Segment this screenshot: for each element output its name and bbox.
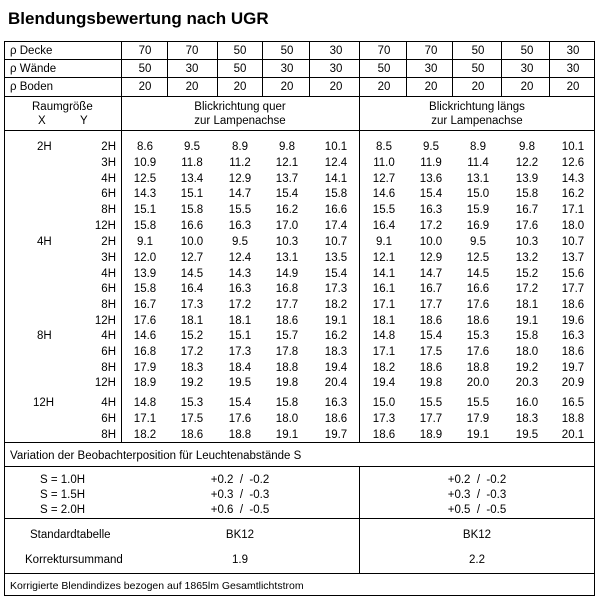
ugr-value-crosswise: 12.4 xyxy=(228,252,252,264)
column-divider xyxy=(359,41,360,96)
ugr-value-lengthwise: 19.5 xyxy=(515,429,539,441)
ugr-value-crosswise: 17.7 xyxy=(275,299,299,311)
ugr-value-crosswise: 14.8 xyxy=(133,397,157,409)
room-y-value: 2H xyxy=(101,236,116,248)
ugr-value-lengthwise: 16.0 xyxy=(515,397,539,409)
standard-table-crosswise: BK12 xyxy=(225,529,255,541)
reflectance-value: 20 xyxy=(233,81,247,93)
ugr-value-crosswise: 12.0 xyxy=(133,252,157,264)
ugr-value-lengthwise: 12.2 xyxy=(515,157,539,169)
ugr-value-crosswise: 18.1 xyxy=(228,315,252,327)
ugr-value-crosswise: 8.6 xyxy=(137,141,153,153)
ugr-value-lengthwise: 13.7 xyxy=(561,252,585,264)
ugr-value-crosswise: 15.8 xyxy=(180,204,204,216)
ugr-value-lengthwise: 11.4 xyxy=(467,157,489,169)
ugr-value-lengthwise: 14.1 xyxy=(372,268,396,280)
ugr-value-crosswise: 12.1 xyxy=(275,157,299,169)
column-divider xyxy=(262,41,263,96)
ugr-value-lengthwise: 13.6 xyxy=(419,173,443,185)
ugr-value-crosswise: 15.4 xyxy=(228,397,252,409)
reflectance-value: 20 xyxy=(138,81,152,93)
ugr-value-crosswise: 17.9 xyxy=(133,362,157,374)
room-size-y-label: Y xyxy=(80,115,88,127)
ugr-value-crosswise: 16.3 xyxy=(228,220,252,232)
ugr-value-crosswise: 19.4 xyxy=(324,362,348,374)
ugr-value-lengthwise: 15.0 xyxy=(466,188,490,200)
reflectance-value: 50 xyxy=(471,45,485,57)
room-y-value: 6H xyxy=(101,413,116,425)
row-divider xyxy=(4,442,595,443)
reflectance-value: 70 xyxy=(377,45,391,57)
ugr-value-crosswise: 14.9 xyxy=(275,268,299,280)
ugr-value-crosswise: 13.7 xyxy=(275,173,299,185)
ugr-value-crosswise: 18.4 xyxy=(228,362,252,374)
ugr-value-lengthwise: 15.5 xyxy=(372,204,396,216)
room-y-value: 3H xyxy=(101,252,116,264)
ugr-value-crosswise: 17.6 xyxy=(228,413,252,425)
ugr-value-lengthwise: 10.1 xyxy=(561,141,585,153)
room-y-value: 6H xyxy=(101,346,116,358)
ugr-value-lengthwise: 14.7 xyxy=(419,268,443,280)
ugr-value-lengthwise: 18.0 xyxy=(561,220,585,232)
ugr-value-crosswise: 14.3 xyxy=(228,268,252,280)
ugr-value-crosswise: 14.3 xyxy=(133,188,157,200)
ugr-value-crosswise: 18.6 xyxy=(324,413,348,425)
variation-crosswise: +0.2 / -0.2 xyxy=(210,474,270,486)
reflectance-value: 20 xyxy=(329,81,343,93)
correction-label: Korrektursummand xyxy=(25,554,123,566)
room-y-value: 12H xyxy=(94,315,116,327)
ugr-value-lengthwise: 10.7 xyxy=(561,236,585,248)
ugr-value-lengthwise: 9.5 xyxy=(470,236,486,248)
reflectance-value: 30 xyxy=(329,63,343,75)
ugr-value-lengthwise: 17.1 xyxy=(561,204,585,216)
ugr-value-crosswise: 15.2 xyxy=(180,330,204,342)
ugr-value-lengthwise: 15.8 xyxy=(515,188,539,200)
ugr-value-crosswise: 16.3 xyxy=(324,397,348,409)
ugr-value-lengthwise: 15.3 xyxy=(466,330,490,342)
ugr-value-lengthwise: 18.1 xyxy=(372,315,396,327)
reflectance-value: 30 xyxy=(566,45,580,57)
ugr-value-crosswise: 10.1 xyxy=(324,141,348,153)
ugr-value-crosswise: 16.6 xyxy=(180,220,204,232)
ugr-value-lengthwise: 18.6 xyxy=(561,346,585,358)
ugr-value-lengthwise: 18.8 xyxy=(561,413,585,425)
ugr-value-crosswise: 14.5 xyxy=(180,268,204,280)
ugr-value-lengthwise: 16.9 xyxy=(466,220,490,232)
reflectance-value: 50 xyxy=(377,63,391,75)
ugr-value-lengthwise: 9.1 xyxy=(376,236,392,248)
variation-lengthwise: +0.2 / -0.2 xyxy=(447,474,507,486)
column-divider xyxy=(501,41,502,96)
ugr-value-crosswise: 15.8 xyxy=(275,397,299,409)
column-divider xyxy=(549,41,550,96)
room-y-value: 4H xyxy=(101,173,116,185)
ugr-value-lengthwise: 19.2 xyxy=(515,362,539,374)
column-divider xyxy=(406,41,407,96)
reflectance-value: 70 xyxy=(138,45,152,57)
ugr-value-lengthwise: 15.9 xyxy=(466,204,490,216)
ugr-value-crosswise: 9.8 xyxy=(279,141,295,153)
ugr-value-crosswise: 17.3 xyxy=(228,346,252,358)
room-y-value: 2H xyxy=(101,141,116,153)
ugr-value-lengthwise: 11.9 xyxy=(420,157,442,169)
ugr-value-lengthwise: 17.6 xyxy=(466,299,490,311)
reflectance-value: 20 xyxy=(424,81,438,93)
ugr-value-lengthwise: 10.3 xyxy=(515,236,539,248)
ugr-value-crosswise: 10.0 xyxy=(180,236,204,248)
room-y-value: 4H xyxy=(101,330,116,342)
ugr-value-lengthwise: 16.4 xyxy=(372,220,396,232)
reflectance-value: 20 xyxy=(280,81,294,93)
ugr-value-crosswise: 18.9 xyxy=(133,377,157,389)
ugr-value-lengthwise: 19.1 xyxy=(515,315,539,327)
ugr-value-crosswise: 10.7 xyxy=(324,236,348,248)
column-divider xyxy=(121,96,122,442)
ugr-value-crosswise: 14.1 xyxy=(324,173,348,185)
ugr-value-crosswise: 18.1 xyxy=(180,315,204,327)
ugr-value-lengthwise: 19.8 xyxy=(419,377,443,389)
ugr-value-lengthwise: 17.6 xyxy=(515,220,539,232)
ugr-value-crosswise: 16.3 xyxy=(228,283,252,295)
reflectance-value: 50 xyxy=(280,45,294,57)
ugr-value-lengthwise: 17.3 xyxy=(372,413,396,425)
ugr-value-crosswise: 18.2 xyxy=(133,429,157,441)
ugr-value-crosswise: 9.1 xyxy=(137,236,153,248)
reflectance-value: 30 xyxy=(280,63,294,75)
ugr-value-crosswise: 18.6 xyxy=(275,315,299,327)
ugr-value-lengthwise: 14.3 xyxy=(561,173,585,185)
ugr-value-lengthwise: 18.6 xyxy=(466,315,490,327)
ugr-value-lengthwise: 17.5 xyxy=(419,346,443,358)
row-divider xyxy=(4,77,595,78)
ugr-value-lengthwise: 17.2 xyxy=(515,283,539,295)
reflectance-value: 20 xyxy=(377,81,391,93)
room-x-value: 2H xyxy=(37,141,52,153)
ugr-value-lengthwise: 17.9 xyxy=(466,413,490,425)
spacing-label: S = 2.0H xyxy=(40,504,86,516)
ugr-value-lengthwise: 18.9 xyxy=(419,429,443,441)
ugr-value-lengthwise: 19.7 xyxy=(561,362,585,374)
ugr-value-crosswise: 12.4 xyxy=(324,157,348,169)
ugr-value-lengthwise: 9.8 xyxy=(519,141,535,153)
ugr-value-lengthwise: 18.2 xyxy=(372,362,396,374)
room-y-value: 8H xyxy=(101,429,116,441)
ugr-value-lengthwise: 17.2 xyxy=(419,220,443,232)
ugr-value-crosswise: 19.1 xyxy=(275,429,299,441)
reflectance-label: ρ Boden xyxy=(10,81,53,93)
ugr-value-crosswise: 15.8 xyxy=(133,283,157,295)
variation-crosswise: +0.3 / -0.3 xyxy=(210,489,270,501)
column-divider xyxy=(167,41,168,96)
room-y-value: 6H xyxy=(101,188,116,200)
page-title: Blendungsbewertung nach UGR xyxy=(8,9,269,28)
ugr-value-lengthwise: 16.6 xyxy=(466,283,490,295)
ugr-value-crosswise: 16.8 xyxy=(275,283,299,295)
reflectance-value: 30 xyxy=(185,63,199,75)
ugr-value-lengthwise: 20.1 xyxy=(561,429,585,441)
ugr-value-lengthwise: 18.3 xyxy=(515,413,539,425)
ugr-value-lengthwise: 13.9 xyxy=(515,173,539,185)
reflectance-value: 30 xyxy=(566,63,580,75)
reflectance-value: 20 xyxy=(520,81,534,93)
ugr-value-crosswise: 15.8 xyxy=(133,220,157,232)
ugr-value-crosswise: 15.4 xyxy=(275,188,299,200)
variation-title: Variation der Beobachterposition für Leuchtenabstände S xyxy=(10,450,302,462)
reflectance-value: 70 xyxy=(185,45,199,57)
reflectance-value: 70 xyxy=(424,45,438,57)
ugr-value-crosswise: 17.3 xyxy=(180,299,204,311)
ugr-value-crosswise: 18.8 xyxy=(275,362,299,374)
ugr-value-crosswise: 9.5 xyxy=(184,141,200,153)
ugr-value-crosswise: 19.2 xyxy=(180,377,204,389)
ugr-value-lengthwise: 12.5 xyxy=(466,252,490,264)
ugr-value-lengthwise: 19.1 xyxy=(466,429,490,441)
ugr-value-crosswise: 16.6 xyxy=(324,204,348,216)
reflectance-value: 50 xyxy=(233,63,247,75)
ugr-value-crosswise: 11.2 xyxy=(229,157,251,169)
ugr-value-crosswise: 12.9 xyxy=(228,173,252,185)
ugr-value-lengthwise: 14.5 xyxy=(466,268,490,280)
ugr-value-lengthwise: 18.6 xyxy=(419,315,443,327)
ugr-value-lengthwise: 9.5 xyxy=(423,141,439,153)
ugr-value-crosswise: 9.5 xyxy=(232,236,248,248)
room-y-value: 8H xyxy=(101,362,116,374)
column-divider xyxy=(217,41,218,96)
ugr-value-crosswise: 17.6 xyxy=(133,315,157,327)
room-y-value: 6H xyxy=(101,283,116,295)
ugr-value-lengthwise: 12.9 xyxy=(419,252,443,264)
reflectance-value: 20 xyxy=(185,81,199,93)
ugr-value-lengthwise: 18.0 xyxy=(515,346,539,358)
ugr-value-crosswise: 19.7 xyxy=(324,429,348,441)
spacing-label: S = 1.5H xyxy=(40,489,86,501)
ugr-value-crosswise: 18.8 xyxy=(228,429,252,441)
ugr-value-lengthwise: 15.2 xyxy=(515,268,539,280)
room-y-value: 4H xyxy=(101,268,116,280)
ugr-value-crosswise: 13.1 xyxy=(275,252,299,264)
ugr-value-lengthwise: 16.2 xyxy=(561,188,585,200)
view-lengthwise-header: Blickrichtung längs xyxy=(429,101,525,113)
column-divider xyxy=(452,41,453,96)
ugr-value-lengthwise: 19.4 xyxy=(372,377,396,389)
ugr-value-crosswise: 17.8 xyxy=(275,346,299,358)
ugr-value-crosswise: 18.6 xyxy=(180,429,204,441)
room-size-x-label: X xyxy=(38,115,46,127)
ugr-value-lengthwise: 16.5 xyxy=(561,397,585,409)
reflectance-label: ρ Decke xyxy=(10,45,53,57)
room-y-value: 8H xyxy=(101,204,116,216)
ugr-value-lengthwise: 16.3 xyxy=(561,330,585,342)
ugr-value-lengthwise: 15.6 xyxy=(561,268,585,280)
ugr-value-lengthwise: 15.4 xyxy=(419,330,443,342)
ugr-value-crosswise: 16.2 xyxy=(275,204,299,216)
ugr-value-crosswise: 13.4 xyxy=(180,173,204,185)
ugr-value-crosswise: 17.3 xyxy=(324,283,348,295)
ugr-value-lengthwise: 18.6 xyxy=(372,429,396,441)
ugr-value-lengthwise: 20.9 xyxy=(561,377,585,389)
variation-crosswise: +0.6 / -0.5 xyxy=(210,504,270,516)
ugr-value-crosswise: 8.9 xyxy=(232,141,248,153)
ugr-value-crosswise: 16.2 xyxy=(324,330,348,342)
ugr-value-crosswise: 19.8 xyxy=(275,377,299,389)
room-y-value: 3H xyxy=(101,157,116,169)
correction-lengthwise: 2.2 xyxy=(469,554,485,566)
ugr-value-crosswise: 15.3 xyxy=(180,397,204,409)
ugr-value-crosswise: 10.3 xyxy=(275,236,299,248)
ugr-value-crosswise: 14.6 xyxy=(133,330,157,342)
ugr-value-lengthwise: 16.7 xyxy=(515,204,539,216)
row-divider xyxy=(4,466,595,467)
room-x-value: 8H xyxy=(37,330,52,342)
ugr-value-crosswise: 17.2 xyxy=(228,299,252,311)
room-x-value: 4H xyxy=(37,236,52,248)
ugr-value-lengthwise: 14.8 xyxy=(372,330,396,342)
ugr-value-crosswise: 15.1 xyxy=(133,204,157,216)
ugr-value-crosswise: 15.5 xyxy=(228,204,252,216)
ugr-value-lengthwise: 17.1 xyxy=(372,299,396,311)
reflectance-value: 30 xyxy=(520,63,534,75)
room-y-value: 12H xyxy=(94,377,116,389)
column-divider xyxy=(121,41,122,96)
ugr-value-crosswise: 15.1 xyxy=(228,330,252,342)
ugr-value-lengthwise: 8.5 xyxy=(376,141,392,153)
ugr-value-crosswise: 15.1 xyxy=(180,188,204,200)
reflectance-value: 30 xyxy=(329,45,343,57)
ugr-value-crosswise: 15.8 xyxy=(324,188,348,200)
ugr-value-lengthwise: 16.3 xyxy=(419,204,443,216)
ugr-value-lengthwise: 10.0 xyxy=(419,236,443,248)
ugr-value-crosswise: 17.2 xyxy=(180,346,204,358)
footer-note: Korrigierte Blendindizes bezogen auf 1865lm Gesamtlichtstrom xyxy=(10,580,304,592)
ugr-value-lengthwise: 12.6 xyxy=(561,157,585,169)
room-y-value: 8H xyxy=(101,299,116,311)
ugr-value-lengthwise: 15.4 xyxy=(419,188,443,200)
ugr-value-crosswise: 19.5 xyxy=(228,377,252,389)
spacing-label: S = 1.0H xyxy=(40,474,86,486)
ugr-value-lengthwise: 18.1 xyxy=(515,299,539,311)
ugr-value-crosswise: 14.7 xyxy=(228,188,252,200)
ugr-value-crosswise: 18.2 xyxy=(324,299,348,311)
ugr-value-lengthwise: 11.0 xyxy=(373,157,395,169)
ugr-value-lengthwise: 18.6 xyxy=(419,362,443,374)
ugr-value-crosswise: 17.5 xyxy=(180,413,204,425)
row-divider xyxy=(4,130,595,131)
ugr-value-crosswise: 20.4 xyxy=(324,377,348,389)
ugr-value-lengthwise: 8.9 xyxy=(470,141,486,153)
row-divider xyxy=(4,573,595,574)
ugr-value-crosswise: 17.0 xyxy=(275,220,299,232)
view-crosswise-header: Blickrichtung quer xyxy=(194,101,286,113)
ugr-value-crosswise: 16.8 xyxy=(133,346,157,358)
standard-table-lengthwise: BK12 xyxy=(462,529,492,541)
ugr-value-crosswise: 11.8 xyxy=(181,157,203,169)
ugr-value-lengthwise: 15.5 xyxy=(419,397,443,409)
standard-table-label: Standardtabelle xyxy=(30,529,111,541)
ugr-value-lengthwise: 15.8 xyxy=(515,330,539,342)
ugr-value-lengthwise: 16.7 xyxy=(419,283,443,295)
ugr-value-lengthwise: 17.6 xyxy=(466,346,490,358)
ugr-value-crosswise: 13.9 xyxy=(133,268,157,280)
ugr-value-crosswise: 10.9 xyxy=(133,157,157,169)
ugr-value-lengthwise: 16.1 xyxy=(372,283,396,295)
correction-crosswise: 1.9 xyxy=(232,554,248,566)
ugr-value-lengthwise: 15.5 xyxy=(466,397,490,409)
ugr-value-crosswise: 18.3 xyxy=(180,362,204,374)
ugr-value-lengthwise: 13.1 xyxy=(466,173,490,185)
ugr-value-crosswise: 15.4 xyxy=(324,268,348,280)
ugr-value-crosswise: 18.3 xyxy=(324,346,348,358)
ugr-value-crosswise: 17.4 xyxy=(324,220,348,232)
ugr-value-lengthwise: 12.1 xyxy=(372,252,396,264)
ugr-value-lengthwise: 13.2 xyxy=(515,252,539,264)
ugr-value-crosswise: 12.7 xyxy=(180,252,204,264)
reflectance-value: 30 xyxy=(424,63,438,75)
ugr-value-crosswise: 15.7 xyxy=(275,330,299,342)
ugr-value-lengthwise: 20.0 xyxy=(466,377,490,389)
view-lengthwise-header: zur Lampenachse xyxy=(431,115,523,127)
row-divider xyxy=(4,518,595,519)
ugr-value-crosswise: 13.5 xyxy=(324,252,348,264)
reflectance-value: 20 xyxy=(566,81,580,93)
variation-lengthwise: +0.5 / -0.5 xyxy=(447,504,507,516)
ugr-value-crosswise: 16.4 xyxy=(180,283,204,295)
ugr-value-crosswise: 12.5 xyxy=(133,173,157,185)
ugr-value-lengthwise: 18.8 xyxy=(466,362,490,374)
ugr-value-lengthwise: 14.6 xyxy=(372,188,396,200)
room-y-value: 12H xyxy=(94,220,116,232)
reflectance-value: 50 xyxy=(233,45,247,57)
ugr-value-crosswise: 16.7 xyxy=(133,299,157,311)
column-divider xyxy=(359,96,360,442)
ugr-value-lengthwise: 17.1 xyxy=(372,346,396,358)
reflectance-value: 50 xyxy=(471,63,485,75)
reflectance-value: 50 xyxy=(520,45,534,57)
ugr-value-crosswise: 18.0 xyxy=(275,413,299,425)
variation-lengthwise: +0.3 / -0.3 xyxy=(447,489,507,501)
ugr-value-lengthwise: 17.7 xyxy=(561,283,585,295)
ugr-value-lengthwise: 17.7 xyxy=(419,413,443,425)
reflectance-value: 50 xyxy=(138,63,152,75)
view-crosswise-header: zur Lampenachse xyxy=(194,115,286,127)
room-y-value: 4H xyxy=(101,397,116,409)
ugr-value-crosswise: 19.1 xyxy=(324,315,348,327)
ugr-value-lengthwise: 12.7 xyxy=(372,173,396,185)
ugr-value-lengthwise: 19.6 xyxy=(561,315,585,327)
room-x-value: 12H xyxy=(33,397,55,409)
column-divider xyxy=(309,41,310,96)
row-divider xyxy=(4,96,595,97)
ugr-value-lengthwise: 17.7 xyxy=(419,299,443,311)
row-divider xyxy=(4,59,595,60)
reflectance-label: ρ Wände xyxy=(10,63,57,75)
reflectance-value: 20 xyxy=(471,81,485,93)
ugr-value-crosswise: 17.1 xyxy=(133,413,157,425)
room-size-label: Raumgröße xyxy=(32,101,93,113)
ugr-value-lengthwise: 20.3 xyxy=(515,377,539,389)
ugr-value-lengthwise: 18.6 xyxy=(561,299,585,311)
ugr-value-lengthwise: 15.0 xyxy=(372,397,396,409)
